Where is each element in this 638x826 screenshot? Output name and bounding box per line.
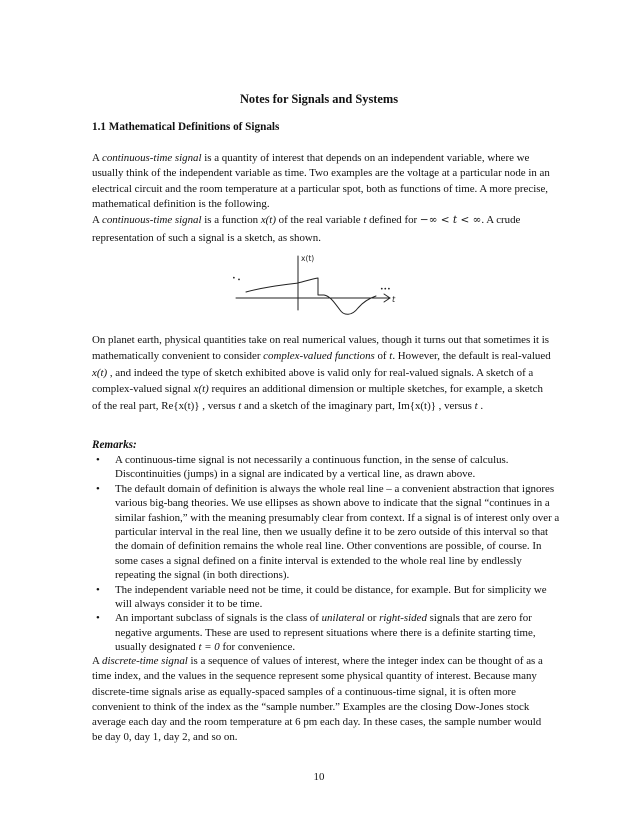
math-real-part: Re{x(t)} bbox=[161, 399, 200, 412]
text-run: On planet earth, physical quantities take on real numerical values, though it turns out that sometimes it is mathematically convenient to consider bbox=[92, 334, 549, 363]
list-item bbox=[92, 453, 560, 482]
math-x-of-t: x(t) bbox=[260, 214, 276, 226]
text-run: is a quantity of interest that depends on an independent variable, where we usually think of the independent variable as time. Two examples are the voltage at a particular node in an electrical circuit and the room temperature at a particular spot, both as functions of time. A more precise, mathematical definition is the following. bbox=[92, 152, 550, 210]
list-item bbox=[92, 583, 560, 612]
section-heading: 1.1 Mathematical Definitions of Signals bbox=[92, 121, 280, 133]
bullet-icon: • bbox=[96, 454, 100, 466]
math-t: t bbox=[238, 399, 242, 412]
list-item-text: The default domain of definition is always the whole real line – a convenient abstraction that ignores various big-bang theories. We use ellipses as shown above to indicate that the signal “continues in a similar fashion,” with the meaning presumably clear from context. If a signal is of interest only over a particular interval in the real line, then we usually define it to be zero outside of this interval so that the domain of definition remains the whole real line. Other conventions are possible, of course. In some cases a signal defined on a finite interval is extended to the whole real line by endlessly repeating the signal (in both directions). bbox=[115, 482, 560, 582]
term-complex-valued-functions: complex-valued functions bbox=[263, 350, 375, 363]
text-run: of bbox=[374, 350, 390, 363]
left-ellipsis-dots: • • bbox=[230, 274, 242, 284]
list-item bbox=[92, 482, 560, 583]
text-run: of the real variable bbox=[275, 214, 364, 226]
text-run: is a function bbox=[201, 214, 261, 226]
term-right-sided: right-sided bbox=[379, 612, 427, 625]
remarks-heading: Remarks: bbox=[92, 439, 137, 451]
text-run: requires an additional dimension or multiple sketches, for example, a sketch of the real part, bbox=[92, 383, 543, 412]
page-number: 10 bbox=[313, 771, 325, 783]
x-axis-label: t bbox=[392, 295, 396, 304]
term-unilateral: unilateral bbox=[321, 612, 365, 625]
paragraph-continuous-intro bbox=[92, 151, 552, 212]
text-run: , versus bbox=[199, 399, 239, 412]
math-t-equals-zero: t = 0 bbox=[198, 641, 220, 654]
term-continuous-time-signal: continuous-time signal bbox=[102, 214, 202, 226]
math-range: −∞ < t < ∞ bbox=[419, 214, 482, 226]
text-run: A bbox=[92, 152, 102, 164]
math-t: t bbox=[474, 399, 478, 412]
text-run: or bbox=[364, 612, 380, 625]
bullet-icon: • bbox=[96, 612, 100, 625]
math-x-of-t: x(t) bbox=[193, 383, 209, 396]
signal-curve bbox=[246, 278, 376, 314]
text-run: A bbox=[92, 655, 102, 667]
remarks-list bbox=[92, 453, 560, 655]
bullet-icon: • bbox=[96, 482, 100, 495]
paragraph-discrete-time bbox=[92, 654, 552, 746]
list-item-text: The independent variable need not be time, it could be distance, for example. But for simplicity we will always consider it to be time. bbox=[115, 583, 547, 611]
text-run: , versus bbox=[435, 399, 475, 412]
y-axis-label: x(t) bbox=[301, 254, 315, 263]
text-run: for convenience. bbox=[219, 641, 296, 654]
text-run: An important subclass of signals is the class of bbox=[115, 612, 322, 625]
text-run: , and indeed the type of sketch exhibited above is valid only for real-valued signals. A sketch of a complex-valued signal bbox=[92, 366, 534, 396]
bullet-icon: • bbox=[96, 583, 100, 596]
paragraph-continuous-definition bbox=[92, 211, 552, 247]
text-run: . bbox=[477, 399, 484, 412]
list-item-text: A continuous-time signal is not necessarily a continuous function, in the sense of calculus. Discontinuities (jumps) in a signal are indicated by a vertical line, as drawn above. bbox=[115, 454, 509, 481]
term-continuous-time-signal: continuous-time signal bbox=[102, 152, 202, 164]
text-run: and a sketch of the imaginary part, bbox=[241, 399, 398, 412]
page-title: Notes for Signals and Systems bbox=[239, 92, 399, 106]
math-t: t bbox=[363, 214, 367, 226]
paragraph-complex-valued bbox=[92, 332, 552, 414]
math-x-of-t: x(t) bbox=[92, 366, 108, 379]
math-t: t bbox=[389, 350, 393, 363]
math-imaginary-part: Im{x(t)} bbox=[397, 399, 436, 412]
text-run: is a sequence of values of interest, where the integer index can be thought of as a time index, and the values in the sequence represent some physical quantity of interest. Because many discrete-time signals arise as equally-spaced samples of a continuous-time signal, it is often more convenient to think of the index as the “sample number.” Examples are the closing Dow-Jones stock average each day and the room temperature at 6 pm each day. In these cases, the sample number would be day 0, day 1, day 2, and so on. bbox=[92, 655, 543, 744]
right-ellipsis-dots: ••• bbox=[380, 286, 391, 293]
text-run: . However, the default is real-valued bbox=[392, 350, 551, 363]
text-run: defined for bbox=[366, 214, 420, 226]
list-item bbox=[92, 611, 560, 654]
text-run: . A crude representation of such a signal is a sketch, as shown. bbox=[92, 214, 521, 244]
text-run: signals that are zero for negative arguments. These are used to represent situations where there is a definite starting time, usually designated bbox=[115, 612, 536, 654]
text-run: A bbox=[92, 214, 102, 226]
term-discrete-time-signal: discrete-time signal bbox=[102, 655, 188, 667]
signal-sketch-figure bbox=[224, 250, 414, 324]
